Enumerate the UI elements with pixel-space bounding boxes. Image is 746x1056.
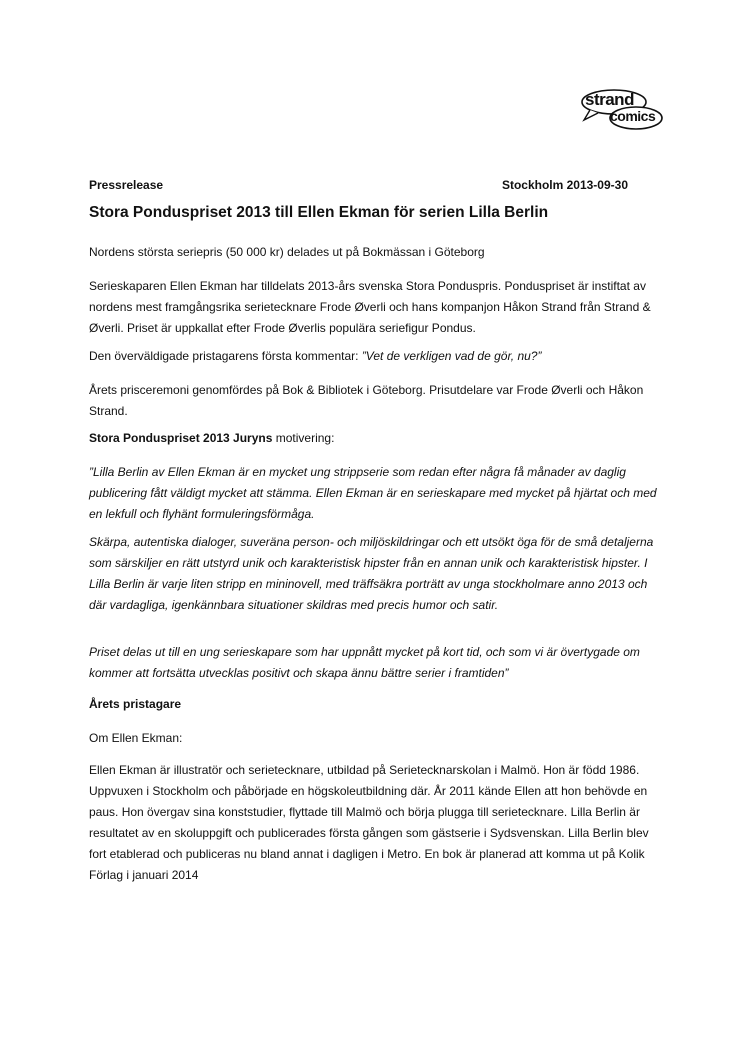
jury-heading-rest: motivering: (272, 431, 335, 445)
intro-paragraph: Serieskaparen Ellen Ekman har tilldelats 2013-års svenska Stora Ponduspris. Ponduspriset är instiftat av nordens mest framgångsrika serietecknare Frode Øverli och hans kompanjon Håkon Strand från Strand & Øverli. Priset är uppkallat efter Frode Øverlis populära seriefigur Pondus. (89, 279, 651, 335)
ceremony-paragraph: Årets prisceremoni genomfördes på Bok & Bibliotek i Göteborg. Prisutdelare var Frode Øverli och Håkon Strand. (89, 383, 644, 418)
jury-quote-1: ”Lilla Berlin av Ellen Ekman är en mycket ung strippserie som redan efter några få månader av daglig publicering fått väldigt mycket att stämma. Ellen Ekman är en serieskapare med mycket på hjärtat och med en lekfull och flyhänt formuleringsförmåga. (89, 465, 657, 521)
comment-paragraph (89, 346, 661, 367)
bio-paragraph: Ellen Ekman är illustratör och serietecknare, utbildad på Serietecknarskolan i Malmö. Hon är född 1986. Uppvuxen i Stockholm och påbörjade en högskoleutbildning där. År 2011 kände Ellen att hon behövde en paus. Hon övergav sina konststudier, flyttade till Malmö och börja plugga till serietecknare. Lilla Berlin är resultatet av en skoluppgift och publicerades första gången som gästserie i Sydsvenskan. Lilla Berlin blev fort etablerad och publiceras nu bland annat i dagligen i Metro. En bok är planerad att komma ut på Kolik Förlag i januari 2014 (89, 763, 649, 882)
about-label: Om Ellen Ekman: (89, 731, 183, 745)
headline: Stora Ponduspriset 2013 till Ellen Ekman för serien Lilla Berlin (89, 204, 549, 221)
strand-comics-logo (578, 88, 664, 134)
winner-heading: Årets pristagare (89, 697, 182, 711)
logo-text-comics: comics (610, 108, 656, 124)
release-header (89, 178, 628, 192)
release-label: Pressrelease (89, 178, 164, 192)
jury-heading-bold: Stora Ponduspriset 2013 Juryns (89, 431, 273, 445)
jury-quote-3: Priset delas ut till en ung serieskapare som har uppnått mycket på kort tid, och som vi är övertygade om kommer att fortsätta utvecklas positivt och skapa ännu bättre serier i framtiden” (89, 645, 640, 680)
jury-heading (89, 428, 661, 449)
jury-quote-2: Skärpa, autentiska dialoger, suveräna person- och miljöskildringar och ett utsökt öga för de små detaljerna som särskiljer en rätt utstyrd unik och karakteristisk hipster från en annan unik och karakteristisk hipster. I Lilla Berlin är varje liten stripp en mininovell, med träffsäkra porträtt av unga stockholmare anno 2013 och där vardagliga, igenkännbara situationer skildras med precis humor och satir. (89, 535, 654, 612)
logo-text-strand: strand (585, 90, 634, 109)
comment-quote: ”Vet de verkligen vad de gör, nu?” (361, 349, 542, 363)
lead-paragraph: Nordens största seriepris (50 000 kr) delades ut på Bokmässan i Göteborg (89, 245, 485, 259)
release-dateline: Stockholm 2013-09-30 (501, 178, 628, 192)
comment-intro: Den överväldigade pristagarens första kommentar: (89, 349, 362, 363)
